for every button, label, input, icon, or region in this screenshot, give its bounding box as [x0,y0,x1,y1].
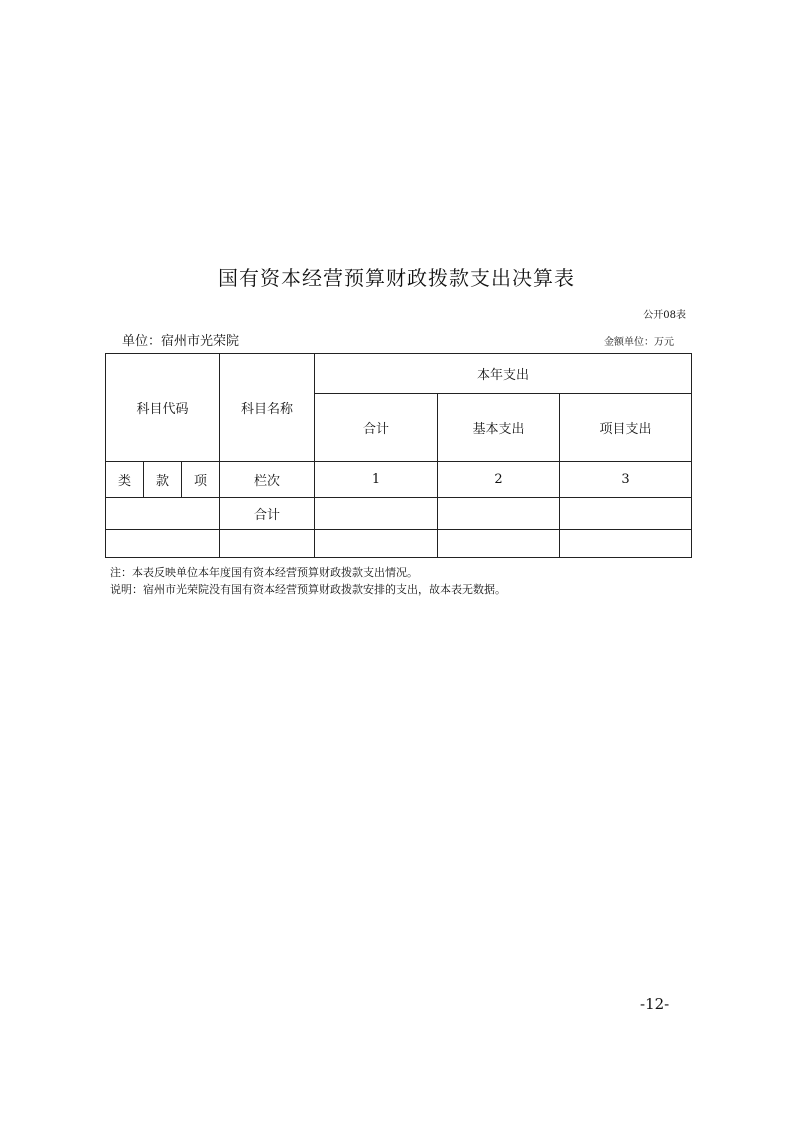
header-row-1 [106,354,692,394]
header-project-expense: 项目支出 [560,394,692,462]
empty-row-project-cell [560,530,692,558]
empty-row-total-cell [315,530,438,558]
empty-row-code-cell [106,530,220,558]
header-total: 合计 [315,394,438,462]
expense-table [105,353,692,558]
column-number-3: 3 [560,462,692,498]
empty-row-basic-cell [438,530,560,558]
page-title: 国有资本经营预算财政拨款支出决算表 [218,266,575,290]
form-code: 公开08表 [643,310,686,321]
table-note: 注：本表反映单位本年度国有资本经营预算财政拨款支出情况。 [110,566,418,579]
total-row-total-cell [315,498,438,530]
column-number-2: 2 [438,462,560,498]
header-subject-name: 科目名称 [220,354,315,462]
total-row-label: 合计 [220,498,315,530]
page-number: -12- [640,995,670,1013]
header-current-year-expense: 本年支出 [315,354,692,394]
header-row-3 [106,462,692,498]
header-class: 类 [106,462,144,498]
total-row-basic-cell [438,498,560,530]
column-number-1: 1 [315,462,438,498]
header-subject-code: 科目代码 [106,354,220,462]
table-explanation: 说明：宿州市光荣院没有国有资本经营预算财政拨款安排的支出，故本表无数据。 [110,583,506,596]
total-row-project-cell [560,498,692,530]
header-basic-expense: 基本支出 [438,394,560,462]
amount-unit-label: 金额单位：万元 [604,337,674,348]
unit-label: 单位：宿州市光荣院 [122,334,240,349]
total-row [106,498,692,530]
empty-row-name-cell [220,530,315,558]
total-row-code-cell [106,498,220,530]
header-section: 款 [144,462,182,498]
empty-row [106,530,692,558]
header-item: 项 [182,462,220,498]
header-column-seq: 栏次 [220,462,315,498]
